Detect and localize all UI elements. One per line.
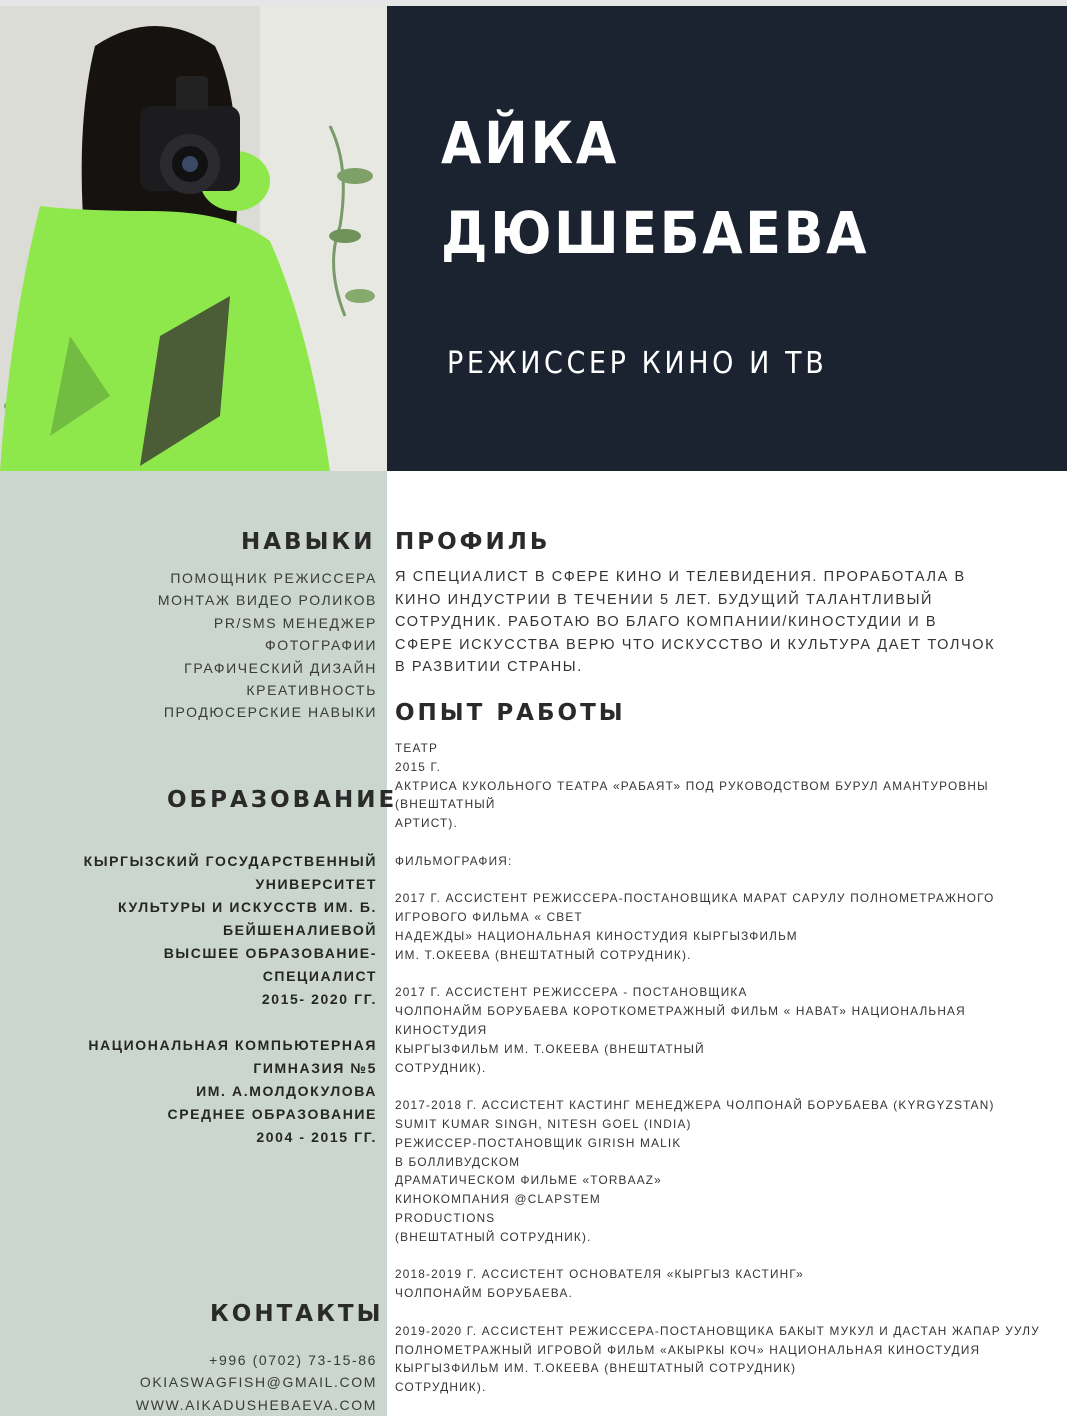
experience-line: КИНОКОМПАНИЯ @CLAPSTEM [395,1192,601,1207]
last-name: ДЮШЕБАЕВА [441,199,870,267]
profile-line: В РАЗВИТИИ СТРАНЫ. [395,659,583,676]
skill-item: КРЕАТИВНОСТЬ [246,682,377,699]
experience-line: 2017 Г. АССИСТЕНТ РЕЖИССЕРА - ПОСТАНОВЩИКА [395,985,748,1000]
experience-line: PRODUCTIONS [395,1210,496,1225]
skill-item: ПРОДЮСЕРСКИЕ НАВЫКИ [163,704,377,721]
experience-line: КЫРГЫЗФИЛЬМ ИМ. Т.ОКЕЕВА (ВНЕШТАТНЫЙ СОТРУДНИК) [395,1361,797,1376]
experience-title: ОПЫТ РАБОТЫ [395,700,626,726]
experience-line: ДРАМАТИЧЕСКОМ ФИЛЬМЕ «TORBAAZ» [395,1173,662,1188]
education-line: КЫРГЫЗСКИЙ ГОСУДАРСТВЕННЫЙ [83,853,377,869]
contacts-list [136,1349,377,1416]
full-name [441,98,869,278]
experience-line: 2017 Г. АССИСТЕНТ РЕЖИССЕРА-ПОСТАНОВЩИКА МАРАТ САРУЛУ ПОЛНОМЕТРАЖНОГО [395,891,995,906]
education-line: СПЕЦИАЛИСТ [262,968,377,984]
first-name: АЙКА [441,109,619,177]
experience-line: 2017-2018 Г. АССИСТЕНТ КАСТИНГ МЕНЕДЖЕРА ЧОЛПОНАЙ БОРУБАЕВА (KYRGYZSTAN) [395,1098,995,1113]
skill-item: PR/SMS МЕНЕДЖЕР [213,614,377,631]
profile-title: ПРОФИЛЬ [395,529,551,555]
experience-line: СОТРУДНИК). [395,1060,487,1075]
skill-item: ФОТОГРАФИИ [265,637,377,654]
education-list [84,850,377,1149]
skill-item: ГРАФИЧЕСКИЙ ДИЗАЙН [184,659,377,676]
experience-line: 2019-2020 Г. АССИСТЕНТ РЕЖИССЕРА-ПОСТАНОВЩИКА БАКЫТ МУКУЛ И ДАСТАН ЖАПАР УУЛУ [395,1323,1040,1338]
experience-line: ИМ. Т.ОКЕЕВА (ВНЕШТАТНЫЙ СОТРУДНИК). [395,947,692,962]
profile-photo [0,6,387,471]
skills-title: НАВЫКИ [241,529,376,555]
education-line: ГИМНАЗИЯ №5 [253,1060,377,1076]
header-panel [387,6,1067,471]
profile-line: КИНО ИНДУСТРИИ В ТЕЧЕНИИ 5 ЛЕТ. БУДУЩИЙ ТАЛАНТЛИВЫЙ [395,591,934,608]
experience-line: В БОЛЛИВУДСКОМ [395,1154,521,1169]
experience-line: (ВНЕШТАТНЫЙ [395,797,496,812]
experience-line: ИГРОВОГО ФИЛЬМА « СВЕТ [395,910,583,925]
profile-line: Я СПЕЦИАЛИСТ В СФЕРЕ КИНО И ТЕЛЕВИДЕНИЯ. ПРОРАБОТАЛА В [395,569,966,585]
experience-line: НАДЕЖДЫ» НАЦИОНАЛЬНАЯ КИНОСТУДИЯ КЫРГЫЗФИЛЬМ [395,928,798,943]
experience-line: КИНОСТУДИЯ [395,1022,488,1037]
experience-list [395,739,1055,1397]
experience-line: SUMIT KUMAR SINGH, NITESH GOEL (INDIA) [395,1116,692,1131]
education-line: КУЛЬТУРЫ И ИСКУССТВ ИМ. Б. [118,899,377,915]
education-line: ИМ. А.МОЛДОКУЛОВА [196,1083,377,1099]
experience-line: КЫРГЫЗФИЛЬМ ИМ. Т.ОКЕЕВА (ВНЕШТАТНЫЙ [395,1041,705,1056]
education-line: НАЦИОНАЛЬНАЯ КОМПЬЮТЕРНАЯ [88,1037,377,1053]
experience-line: 2018-2019 Г. АССИСТЕНТ ОСНОВАТЕЛЯ «КЫРГЫЗ КАСТИНГ» [395,1267,804,1282]
experience-line: ФИЛЬМОГРАФИЯ: [395,853,513,868]
skill-item: МОНТАЖ ВИДЕО РОЛИКОВ [157,592,377,609]
experience-line: ПОЛНОМЕТРАЖНЫЙ ИГРОВОЙ ФИЛЬМ «АКЫРКЫ КОЧ» НАЦИОНАЛЬНАЯ КИНОСТУДИЯ [395,1342,981,1357]
email-link[interactable]: OKIASWAGFISH@GMAIL.COM [139,1374,377,1391]
education-title: ОБРАЗОВАНИЕ [167,787,398,813]
experience-line: ТЕАТР [395,741,439,755]
experience-line: (ВНЕШТАТНЫЙ СОТРУДНИК). [395,1229,592,1244]
education-line: СРЕДНЕЕ ОБРАЗОВАНИЕ [167,1106,377,1122]
skill-item: ПОМОЩНИК РЕЖИССЕРА [170,570,377,586]
website-link[interactable]: WWW.AIKADUSHEBAEVA.COM [135,1396,377,1413]
experience-line: ЧОЛПОНАЙМ БОРУБАЕВА. [395,1286,574,1301]
main-content [395,471,1060,1416]
experience-line: РЕЖИССЕР-ПОСТАНОВЩИК GIRISH MALIK [395,1135,682,1150]
job-title: РЕЖИССЕР КИНО И ТВ [447,346,828,381]
education-line: БЕЙШЕНАЛИЕВОЙ [223,922,377,938]
education-line: ВЫСШЕЕ ОБРАЗОВАНИЕ- [163,945,377,961]
profile-line: СФЕРЕ ИСКУССТВА ВЕРЮ ЧТО ИСКУССТВО И КУЛЬТУРА ДАЕТ ТОЛЧОК [395,636,996,653]
sidebar [0,471,398,1416]
profile-line: СОТРУДНИК. РАБОТАЮ ВО БЛАГО КОМПАНИИ/КИНОСТУДИИ И В [395,614,938,631]
experience-line: АКТРИСА КУКОЛЬНОГО ТЕАТРА «РАБАЯТ» ПОД РУКОВОДСТВОМ БУРУЛ АМАНТУРОВНЫ [395,778,989,793]
education-line: 2015- 2020 ГГ. [261,991,377,1007]
contacts-title: КОНТАКТЫ [210,1301,384,1327]
profile-text [395,566,1045,679]
experience-line: АРТИСТ). [395,816,459,831]
education-line: 2004 - 2015 ГГ. [256,1129,377,1145]
phone-number[interactable]: +996 (0702) 73-15-86 [209,1352,377,1368]
experience-line: ЧОЛПОНАЙМ БОРУБАЕВА КОРОТКОМЕТРАЖНЫЙ ФИЛЬМ « НАВАТ» НАЦИОНАЛЬНАЯ [395,1004,966,1019]
education-line: УНИВЕРСИТЕТ [255,876,377,892]
experience-line: 2015 Г. [395,759,442,774]
experience-line: СОТРУДНИК). [395,1380,487,1395]
skills-list [158,567,377,724]
